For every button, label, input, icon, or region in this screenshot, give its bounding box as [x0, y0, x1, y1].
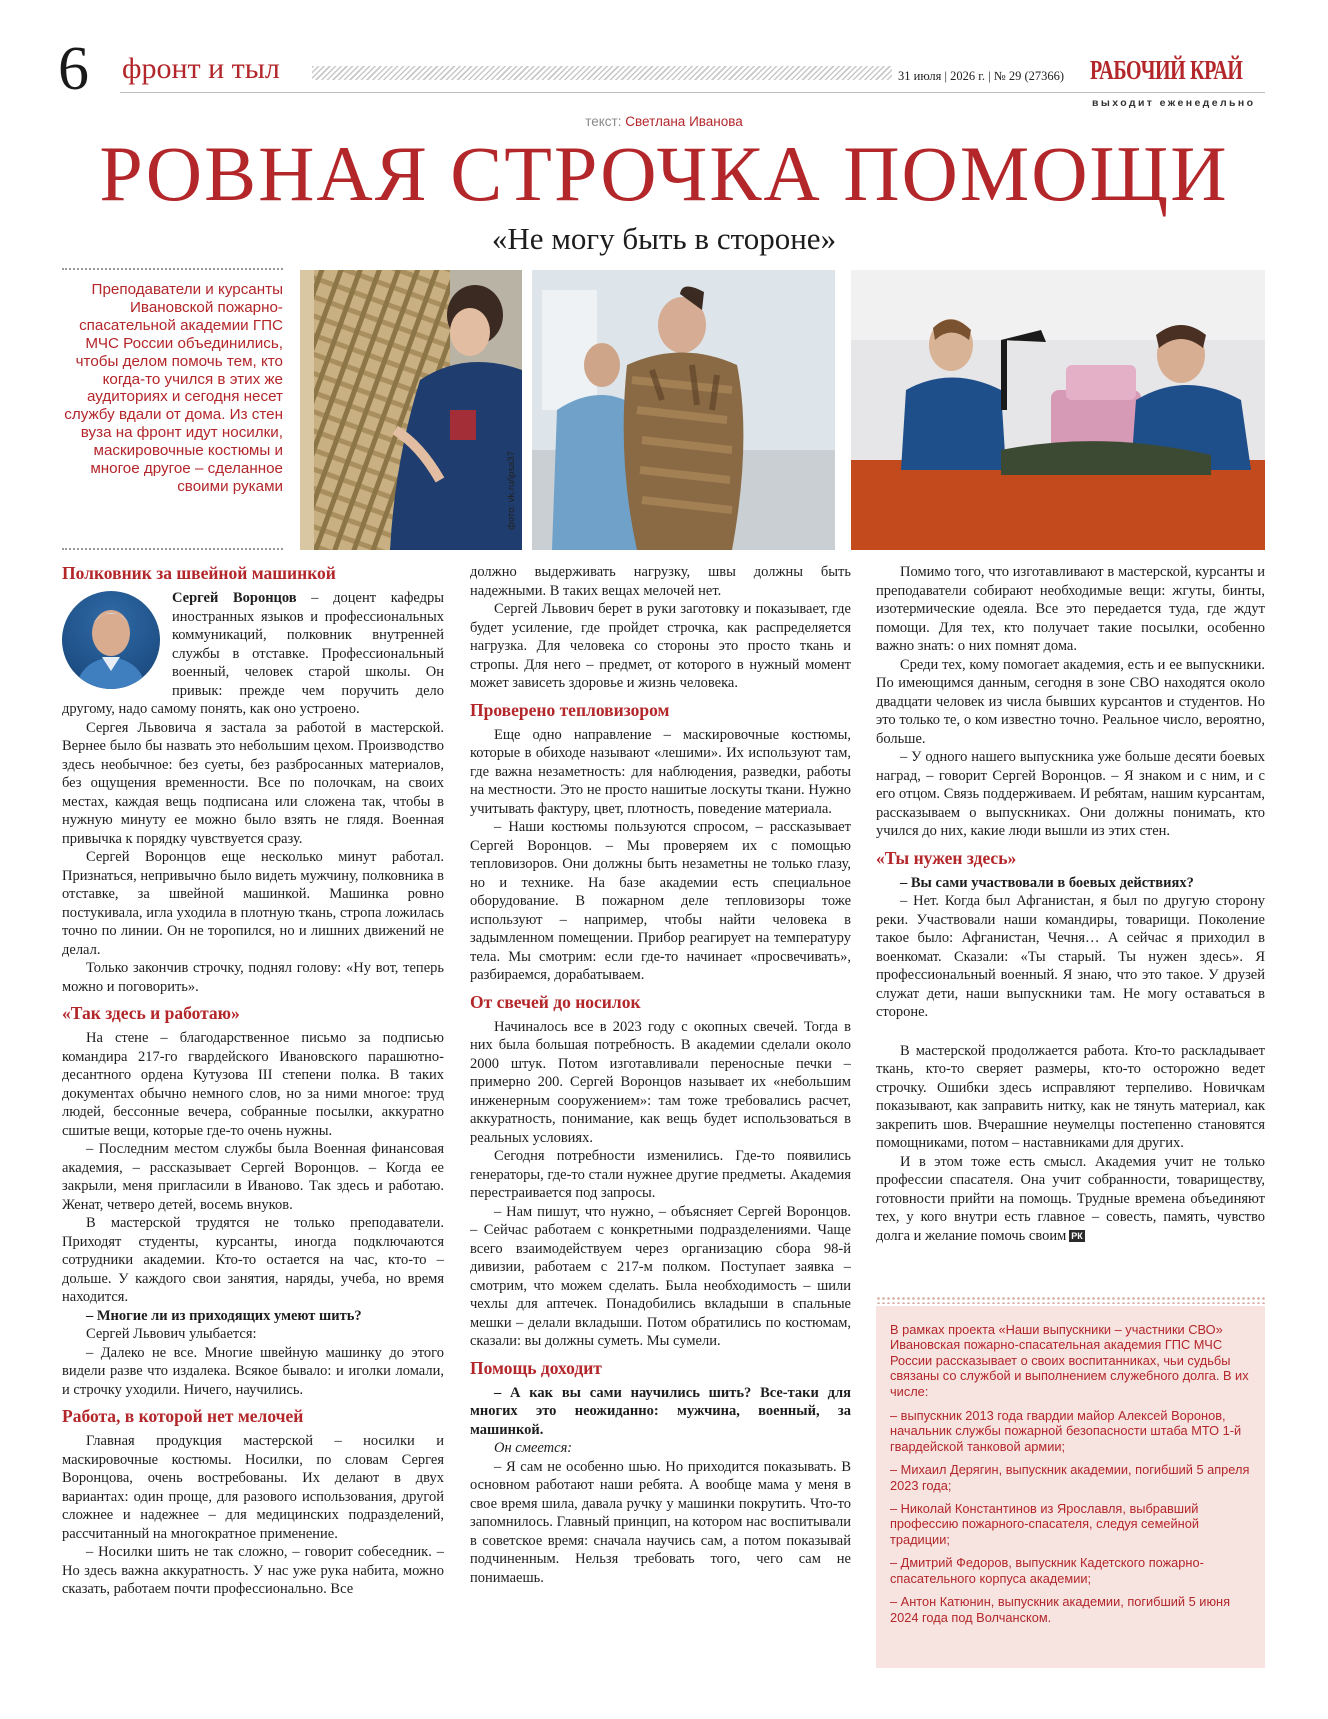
byline — [0, 114, 1328, 129]
sidebar-list-item: – выпускник 2013 года гвардии майор Алексей Воронов, начальник службы пожарной безопасности штаба МТО 1-й гвардейской танковой армии; — [890, 1408, 1242, 1454]
paragraph: – Последним местом службы была Военная финансовая академия, – рассказывает Сергей Воронцов. – Когда ее закрыли, меня пригласили в Иваново. Так здесь и работаю. Женат, четверо детей, восемь внуков. — [62, 1141, 444, 1213]
byline-label: текст: — [585, 114, 622, 129]
photo-net-weaving — [300, 270, 522, 550]
paragraph: – Далеко не все. Многие швейную машинку до этого видели разве что издалека. Всякое бывало: и иголки ломали, и строчку уходили. Ничего, научились. — [62, 1344, 444, 1398]
article-end-mark: РК — [1071, 1230, 1083, 1241]
photo-ghillie-suit-fitting — [532, 270, 835, 550]
section-heading: Проверено тепловизором — [470, 699, 670, 720]
article-column-1 — [62, 563, 444, 1671]
paragraph — [876, 1153, 1265, 1246]
interview-question: – Многие ли из приходящих умеют шить? — [86, 1307, 362, 1324]
article-intro: Преподаватели и курсанты Ивановской пожарно-спасательной академии ГПС МЧС России объединились, чтобы делом помочь тем, кто когда-то учился в этих же аудиториях и сегодня несет службу вдали от дома. Из стен вуза на фронт идут носилки, маскировочные костюмы и многое другое – сделанное своими руками — [64, 281, 283, 495]
sidebar-box-intro: В рамках проекта «Наши выпускники – участники СВО» Ивановская пожарно-спасательная академия ГПС МЧС России рассказывает о своих воспитанниках, чьи судьбы связаны со службой и выполнением служебного долга. В их числе: — [890, 1322, 1249, 1399]
sidebar-list-item: – Антон Катюнин, выпускник академии, погибший 5 июня 2024 года под Волчанском. — [890, 1594, 1231, 1625]
paragraph: – Наши костюмы пользуются спросом, – рассказывает Сергей Воронцов. – Мы проверяем их с помощью тепловизоров. Они должны быть незаметны не только глазу, но и технике. На базе академии есть специальное оборудование. В пожарном деле тепловизоры тоже используют – например, чтобы найти человека в задымленном помещении. Прибор реагирует на температуру тела. Мы смотрим: если где-то начинает «просвечивать», разбираемся, дорабатываем. — [470, 819, 851, 983]
paragraph: – Носилки шить не так сложно, – говорит собеседник. – Но здесь важна аккуратность. У нас уже рука набита, можно сказать, работаем почти профессионально. Все — [62, 1544, 444, 1597]
paragraph: В мастерской продолжается работа. Кто-то раскладывает ткань, кто-то сверяет размеры, кто-то осторожно ведет строчку. Ошибки здесь исправляют терпеливо. Новичкам показывают, как заправить нитку, как не тянуть материал, как закрепить шов. Вчерашние неумелцы постепенно становятся помощниками, потом – наставниками для других. — [876, 1042, 1265, 1151]
paragraph: Сергей Львович улыбается: — [86, 1326, 257, 1342]
photo-sewing-workshop — [851, 270, 1265, 550]
newspaper-tagline: выходит еженедельно — [1092, 97, 1256, 109]
sidebar-list-item: – Дмитрий Федоров, выпускник Кадетского пожарно-спасательного корпуса академии; — [890, 1555, 1204, 1586]
interview-question: – А как вы сами научились шить? Все-таки для многих это неожиданно: мужчина, военный, за машинкой. — [470, 1384, 851, 1438]
paragraph: Сергея Львовича я застала за работой в мастерской. Вернее было бы назвать это небольшим цехом. Производство здесь необычное: без суеты, без разбросанных материалов, без ощущения временности. Все по полочкам, на своих местах, каждая вещь подписана или сложена так, чтобы в нужную минуту ее можно было взять не глядя. Военная привычка к порядку чувствуется сразу. — [62, 719, 444, 847]
sidebar-box-list — [890, 1408, 1251, 1625]
byline-author: Светлана Иванова — [625, 114, 743, 129]
paragraph: – У одного нашего выпускника уже больше десяти боевых наград, – говорит Сергей Воронцов. – Я знаком и с ним, и с его отцом. Связь поддерживаем. И ребятам, нашим курсантам, рассказываем о выпускниках. Они должны понимать, кто учился до них, какие люди вышли из этих стен. — [876, 749, 1265, 839]
paragraph: – Нет. Когда был Афганистан, я был по другую сторону реки. Участвовали наши командиры, товарищи. Поколение такое было: Афганистан, Чечня… А сейчас я приходил в военкомат. Сказали: «Ты старый. Ты нужен здесь». Я профессиональный военный. Я знаю, что это такое. У друзей служат дети, наши выпускники там. Не могу оставаться в стороне. — [876, 893, 1265, 1020]
paragraph: Помимо того, что изготавливают в мастерской, курсанты и преподаватели собирают необходимые вещи: жгуты, бинты, изотермические одеяла. Все это передается туда, где ждут помощи. Для тех, кто получает такие посылки, особенно важно знать: о них помнят дома. — [876, 564, 1265, 654]
section-heading: Работа, в которой нет мелочей — [62, 1406, 304, 1426]
interview-question: – Вы сами участвовали в боевых действиях? — [900, 874, 1194, 891]
photo-sewing-workshop-illustration — [851, 270, 1265, 550]
paragraph: Среди тех, кому помогает академия, есть и ее выпускники. По имеющимся данным, сегодня в зоне СВО находятся около двадцати человек из числа бывших курсантов и студентов. Но это только те, о ком известно точно. Реальное число, вероятно, больше. — [876, 656, 1265, 747]
paragraph: – Нам пишут, что нужно, – объясняет Сергей Воронцов. – Сейчас работаем с конкретными подразделениями. Чаще всего взаимодействуем через организацию сбора 98-й дивизии, работаем с 217-м полком. Поступает заявка – смотрим, что можем сделать. Была необходимость – шили чехлы для аптечек. Понадобились вкладыши в спальные мешки – делали вкладыши. Потом обратились по костюмам, сказали: вы должны суметь. Мы сумели. — [470, 1203, 851, 1349]
paragraph-lead-name: Сергей Воронцов — [172, 590, 297, 606]
intro-bottom-divider — [62, 548, 283, 550]
intro-top-divider — [62, 268, 283, 270]
paragraph: Сергей Воронцов еще несколько минут работал. Признаться, непривычно было видеть мужчину, полковника в отставке, за швейной машинкой. Машинка ровно постукивала, игла уходила в плотную ткань, стропа ложилась точно по линии. Он не торопился, но и лишних движений не делал. — [62, 849, 444, 958]
paragraph-gap — [876, 1022, 1265, 1042]
sidebar-list-item: – Михаил Дерягин, выпускник академии, погибший 5 апреля 2023 года; — [890, 1462, 1250, 1493]
paragraph-continued: должно выдерживать нагрузку, швы должны быть надежными. В таких вещах мелочей нет. — [470, 564, 851, 599]
page-number: 6 — [58, 35, 89, 103]
section-heading: Помощь доходит — [470, 1357, 602, 1378]
paragraph: – Я сам не особенно шью. Но приходится показывать. В основном работают наши ребята. А вообще мама у меня в свое время шила, давала ручку у машинки покрутить. Что-то запомнилось. Главный принцип, на котором нас воспитывали в советское время: сначала научись сам, а потом показывай подчиненным. Нельзя требовать того, чего сам не понимаешь. — [470, 1458, 851, 1586]
paragraph-text: – доцент кафедры иностранных языков и профессиональных коммуникаций, полковник внутренней службы в отставке. Профессиональный военный, человек старой школы. Он привык: прежде чем поручить дело другому, надо самому понять, как оно устроено. — [62, 590, 444, 717]
section-heading: «Так здесь и работаю» — [62, 1003, 240, 1023]
header-rule — [120, 92, 1265, 93]
newspaper-logo: РАБОЧИЙ КРАЙ — [1090, 55, 1243, 85]
photo-ghillie-suit-illustration — [532, 270, 835, 550]
paragraph: Только закончив строчку, поднял голову: «Ну вот, теперь можно и поговорить». — [62, 960, 444, 995]
portrait-illustration — [62, 591, 160, 689]
paragraph: Еще одно направление – маскировочные костюмы, которые в обиходе называют «лешими». Их используют там, где важна незаметность: для наблюдения, разведки, работы на местности. Это не просто нашитые лоскуты ткани. Нужно учитывать фактуру, цвет, плотность, поведение материала. — [470, 726, 851, 817]
portrait-photo — [62, 591, 160, 689]
section-heading: «Ты нужен здесь» — [876, 847, 1017, 868]
article-column-2 — [470, 563, 851, 1671]
paragraph: Начиналось все в 2023 году с окопных свечей. Тогда в них была большая потребность. В академии сделали около 2000 штук. Потом изготавливали переносные печки – примерно 200. Сергей Воронцов называет их «небольшим инженерным сооружением»: там тоже требовались расчет, аккуратность, понимание, как вещь будет использоваться в реальных условиях. — [470, 1018, 851, 1146]
paragraph: Главная продукция мастерской – носилки и маскировочные костюмы. Носилки, по словам Сергея Воронцова, очень востребованы. Их делают в двух вариантах: один проще, для разового использования, другой сложнее и надежнее – для медицинских подразделений, рассчитанный на многократное применение. — [62, 1433, 444, 1542]
photo-credit: фото: vk.ru/ipsa37 — [506, 451, 517, 530]
sidebar-box-dotted-border — [876, 1296, 1265, 1304]
header-hatch-divider — [312, 66, 892, 80]
section-name: фронт и тыл — [122, 52, 280, 85]
sidebar-list-item: – Николай Константинов из Ярославля, выбравший профессию пожарного-спасателя, следуя семейной традиции; — [890, 1501, 1199, 1547]
paragraph: Сергей Львович берет в руки заготовку и показывает, где будет усиление, где пройдет строчка, как распределяется нагрузка. Для человека со стороны это просто ткань и стропы. Для него – предмет, от которого в нужный момент может зависеть здоровье и жизнь человека. — [470, 601, 851, 691]
graduates-sidebar-box — [876, 1306, 1265, 1668]
section-heading: От свечей до носилок — [470, 991, 641, 1012]
photo-net-weaving-illustration — [300, 270, 522, 550]
paragraph: В мастерской трудятся не только преподаватели. Приходят студенты, курсанты, иногда подключаются сотрудники академии. Кто-то остается на час, кто-то – дольше. У каждого свои занятия, наряды, учеба, но время находится. — [62, 1215, 444, 1305]
article-column-3 — [876, 563, 1265, 1305]
section-heading: Полковник за швейной машинкой — [62, 563, 336, 583]
paragraph: Сегодня потребности изменились. Где-то появились генераторы, где-то стали нужнее другие предметы. Академия перестраивается под запросы. — [470, 1148, 851, 1201]
paragraph-text: И в этом тоже есть смысл. Академия учит не только профессии спасателя. Она учит собранности, товариществу, готовности прийти на помощь. Трудные времена объединяют тех, у кого внутри есть главное – совесть, память, чувство долга и желание помочь своим — [876, 1153, 1265, 1244]
article-subtitle: «Не могу быть в стороне» — [491, 221, 837, 256]
issue-date: 31 июля | 2026 г. | № 29 (27366) — [898, 69, 1065, 83]
stage-remark: Он смеется: — [494, 1440, 573, 1456]
article-title: РОВНАЯ СТРОЧКА ПОМОЩИ — [99, 130, 1229, 217]
paragraph: На стене – благодарственное письмо за подписью командира 217-го гвардейского Ивановского парашютно-десантного ордена Кутузова III степени полка. В таких документах обычно немного слов, но за ними многое: труд людей, бессонные вечера, собранные посылки, аккуратно сшитые вещи, которые где-то очень нужны. — [62, 1030, 444, 1139]
